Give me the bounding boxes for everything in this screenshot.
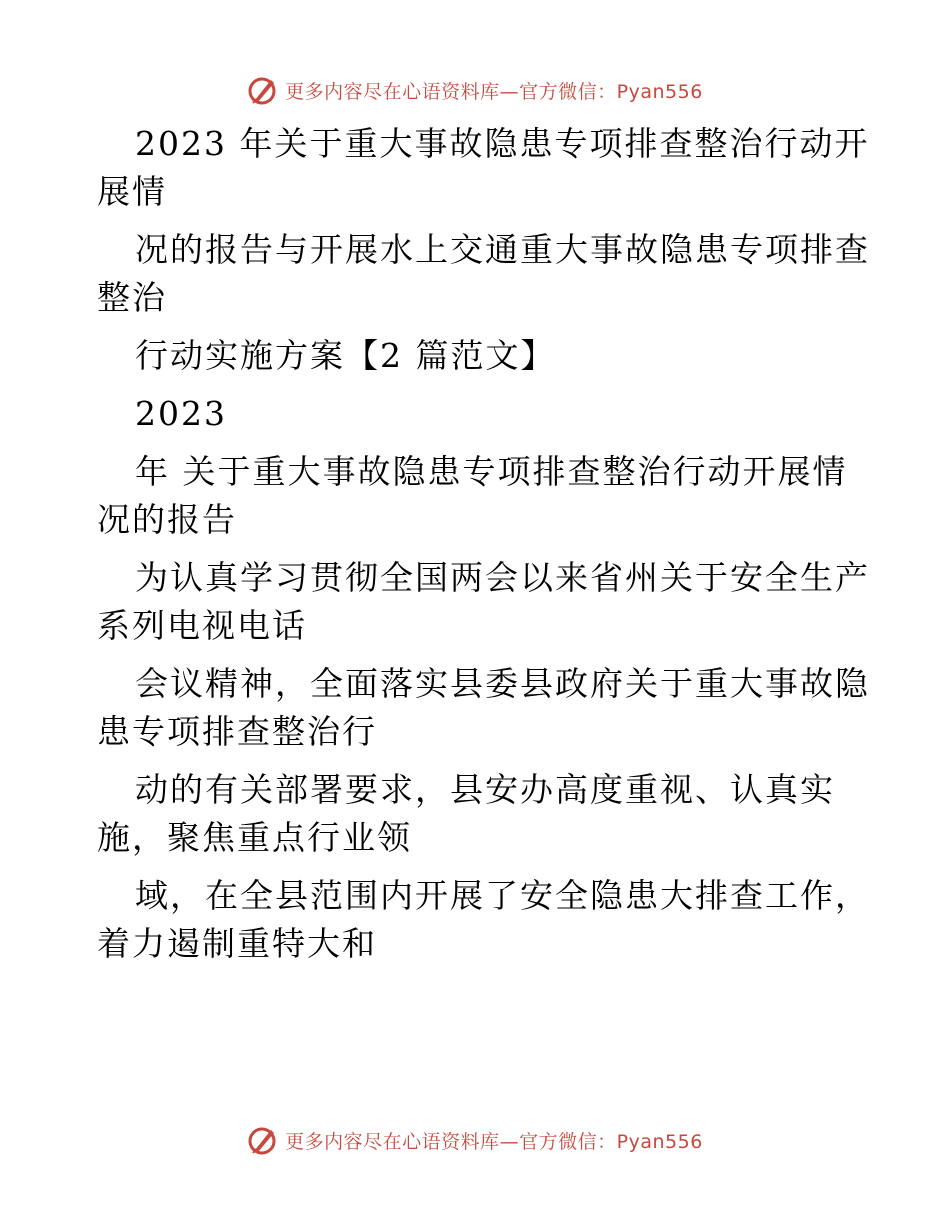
quill-pen-logo-icon — [247, 74, 279, 106]
text-line: 整治 — [97, 278, 167, 317]
text-line: 着力遏制重特大和 — [97, 924, 377, 963]
text-line: 行动实施方案【2 篇范文】 — [135, 336, 556, 375]
text-line: 动的有关部署要求，县安办高度重视、认真实 — [135, 770, 835, 809]
text-line: 2023 — [135, 394, 227, 433]
text-line: 展情 — [97, 172, 167, 211]
watermark-text: 更多内容尽在心语资料库—官方微信：Pyan556 — [285, 80, 703, 103]
quill-pen-logo-icon — [247, 1124, 279, 1156]
footer-watermark — [0, 1120, 950, 1160]
text-line: 域，在全县范围内开展了安全隐患大排查工作， — [135, 876, 870, 915]
text-line: 为认真学习贯彻全国两会以来省州关于安全生产 — [135, 558, 870, 597]
watermark-text: 更多内容尽在心语资料库—官方微信：Pyan556 — [285, 1130, 703, 1153]
text-line: 患专项排查整治行 — [97, 712, 377, 751]
text-line: 年 关于重大事故隐患专项排查整治行动开展情 — [135, 452, 848, 491]
text-line: 施，聚焦重点行业领 — [97, 818, 412, 857]
text-line: 会议精神，全面落实县委县政府关于重大事故隐 — [135, 664, 870, 703]
text-line: 系列电视电话 — [97, 606, 307, 645]
text-line: 况的报告与开展水上交通重大事故隐患专项排查 — [135, 230, 870, 269]
text-line: 2023 年关于重大事故隐患专项排查整治行动开 — [135, 124, 870, 163]
text-line: 况的报告 — [97, 500, 237, 539]
document-body — [97, 120, 870, 968]
header-watermark — [0, 70, 950, 110]
